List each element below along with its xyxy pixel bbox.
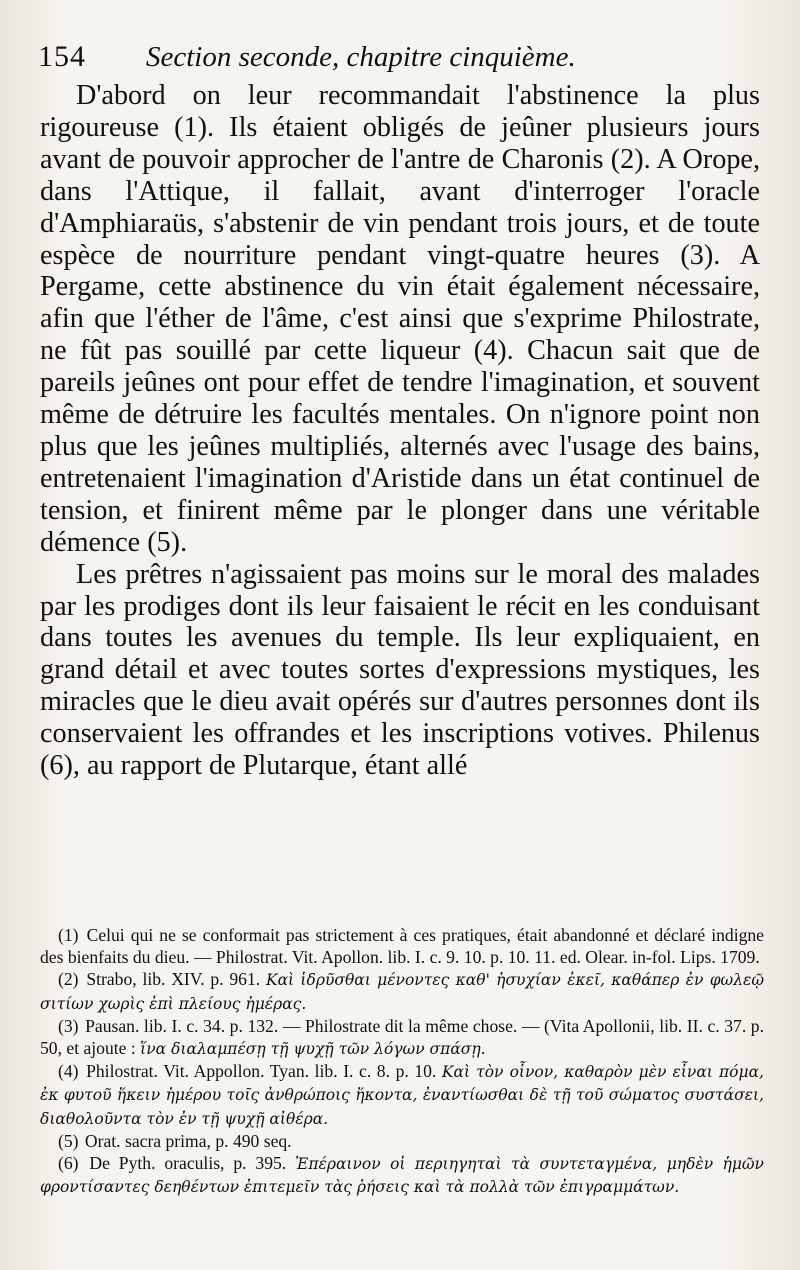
footnote-text: Celui qui ne se conformait pas strictement à ces pratiques, était abandonné et déclaré indigne des bienfaits du dieu. — Philostrat. Vit. Apollon. lib. I. c. 9. 10. p. 10. 11. ed. Olear. in-fol. Lips. 1709. bbox=[40, 925, 764, 968]
footnote-number: (6) bbox=[58, 1153, 79, 1174]
footnotes bbox=[40, 924, 764, 1198]
footnote-greek-quote: Καὶ ἱδρῦσθαι μένοντες καθ' ἡσυχίαν ἐκεῖ, καθάπερ ἐν φωλεῷ σιτίων χωρὶς ἐπὶ πλείους ἡμέρας. bbox=[40, 971, 764, 1013]
page-header bbox=[38, 40, 758, 76]
footnote-number: (4) bbox=[58, 1061, 79, 1082]
footnote-text: Philostrat. Vit. Appollon. Tyan. lib. I. c. 8. p. 10. bbox=[86, 1061, 437, 1082]
footnote-number: (5) bbox=[58, 1130, 79, 1151]
paragraph: Les prêtres n'agissaient pas moins sur le moral des malades par les prodiges dont ils leur faisaient le récit en les conduisant dans toutes les avenues du temple. Ils leur expliquaient, en grand détail et avec toutes sortes d'expressions mystiques, les miracles que le dieu avait opérés sur d'autres personnes dont ils conservaient les offrandes et les inscriptions votives. Philenus (6), au rapport de Plutarque, étant allé bbox=[40, 558, 760, 782]
footnote-text: De Pyth. oraculis, p. 395. bbox=[89, 1153, 287, 1174]
footnote-greek-quote: Καὶ τὸν οἶνον, καθαρὸν μὲν εἶναι πόμα, ἐκ φυτοῦ ἥκειν ἡμέρου τοῖς ἀνθρώποις ἥκοντα, ἐναντίωσθαι δὲ τῇ τοῦ σώματος συστάσει, διαθολοῦντα τὸν ἐν τῇ ψυχῇ αἰθέρα. bbox=[40, 1063, 764, 1128]
footnote-number: (2) bbox=[58, 969, 79, 990]
footnote bbox=[40, 1130, 764, 1152]
footnote bbox=[40, 968, 764, 1014]
running-head: Section seconde, chapitre cinquième. bbox=[146, 41, 576, 73]
footnote bbox=[40, 1152, 764, 1198]
footnote bbox=[40, 924, 764, 968]
footnote-greek-quote: Ἐπέραινον οἱ περιηγηταὶ τὰ συντεταγμένα, μηδὲν ἡμῶν φροντίσαντες δεηθέντων ἐπιτεμεῖν τὰς ῥήσεις καὶ τὰ πολλὰ τῶν ἐπιγραμμάτων. bbox=[40, 1155, 764, 1197]
footnote-number: (3) bbox=[58, 1015, 79, 1036]
footnote-number: (1) bbox=[58, 925, 79, 945]
footnote bbox=[40, 1015, 764, 1060]
footnote-text: Strabo, lib. XIV. p. 961. bbox=[86, 969, 261, 990]
footnote-text: Orat. sacra prima, p. 490 seq. bbox=[84, 1130, 292, 1151]
page-number: 154 bbox=[38, 40, 86, 73]
main-text bbox=[40, 80, 760, 782]
footnote-text: Pausan. lib. I. c. 34. p. 132. — Philostrate dit la même chose. — (Vita Apollonii, lib. II. c. 37. p. 50, et ajoute : bbox=[40, 1015, 764, 1059]
footnote-greek-quote: ἵνα διαλαμπέσῃ τῇ ψυχῇ τῶν λόγων σπάσῃ. bbox=[140, 1040, 486, 1059]
footnote bbox=[40, 1060, 764, 1130]
paragraph: D'abord on leur recommandait l'abstinence la plus rigoureuse (1). Ils étaient obligés de jeûner plusieurs jours avant de pouvoir approcher de l'antre de Charonis (2). A Orope, dans l'Attique, il fallait, avant d'interroger l'oracle d'Amphiaraüs, s'abstenir de vin pendant trois jours, et de toute espèce de nourriture pendant vingt-quatre heures (3). A Pergame, cette abstinence du vin était également nécessaire, afin que l'éther de l'âme, c'est ainsi que s'exprime Philostrate, ne fût pas souillé par cette liqueur (4). Chacun sait que de pareils jeûnes ont pour effet de tendre l'imagination, et souvent même de détruire les facultés mentales. On n'ignore point non plus que les jeûnes multipliés, alternés avec l'usage des bains, entretenaient l'imagination d'Aristide dans un état continuel de tension, et finirent même par le plonger dans une véritable démence (5). bbox=[40, 80, 760, 558]
